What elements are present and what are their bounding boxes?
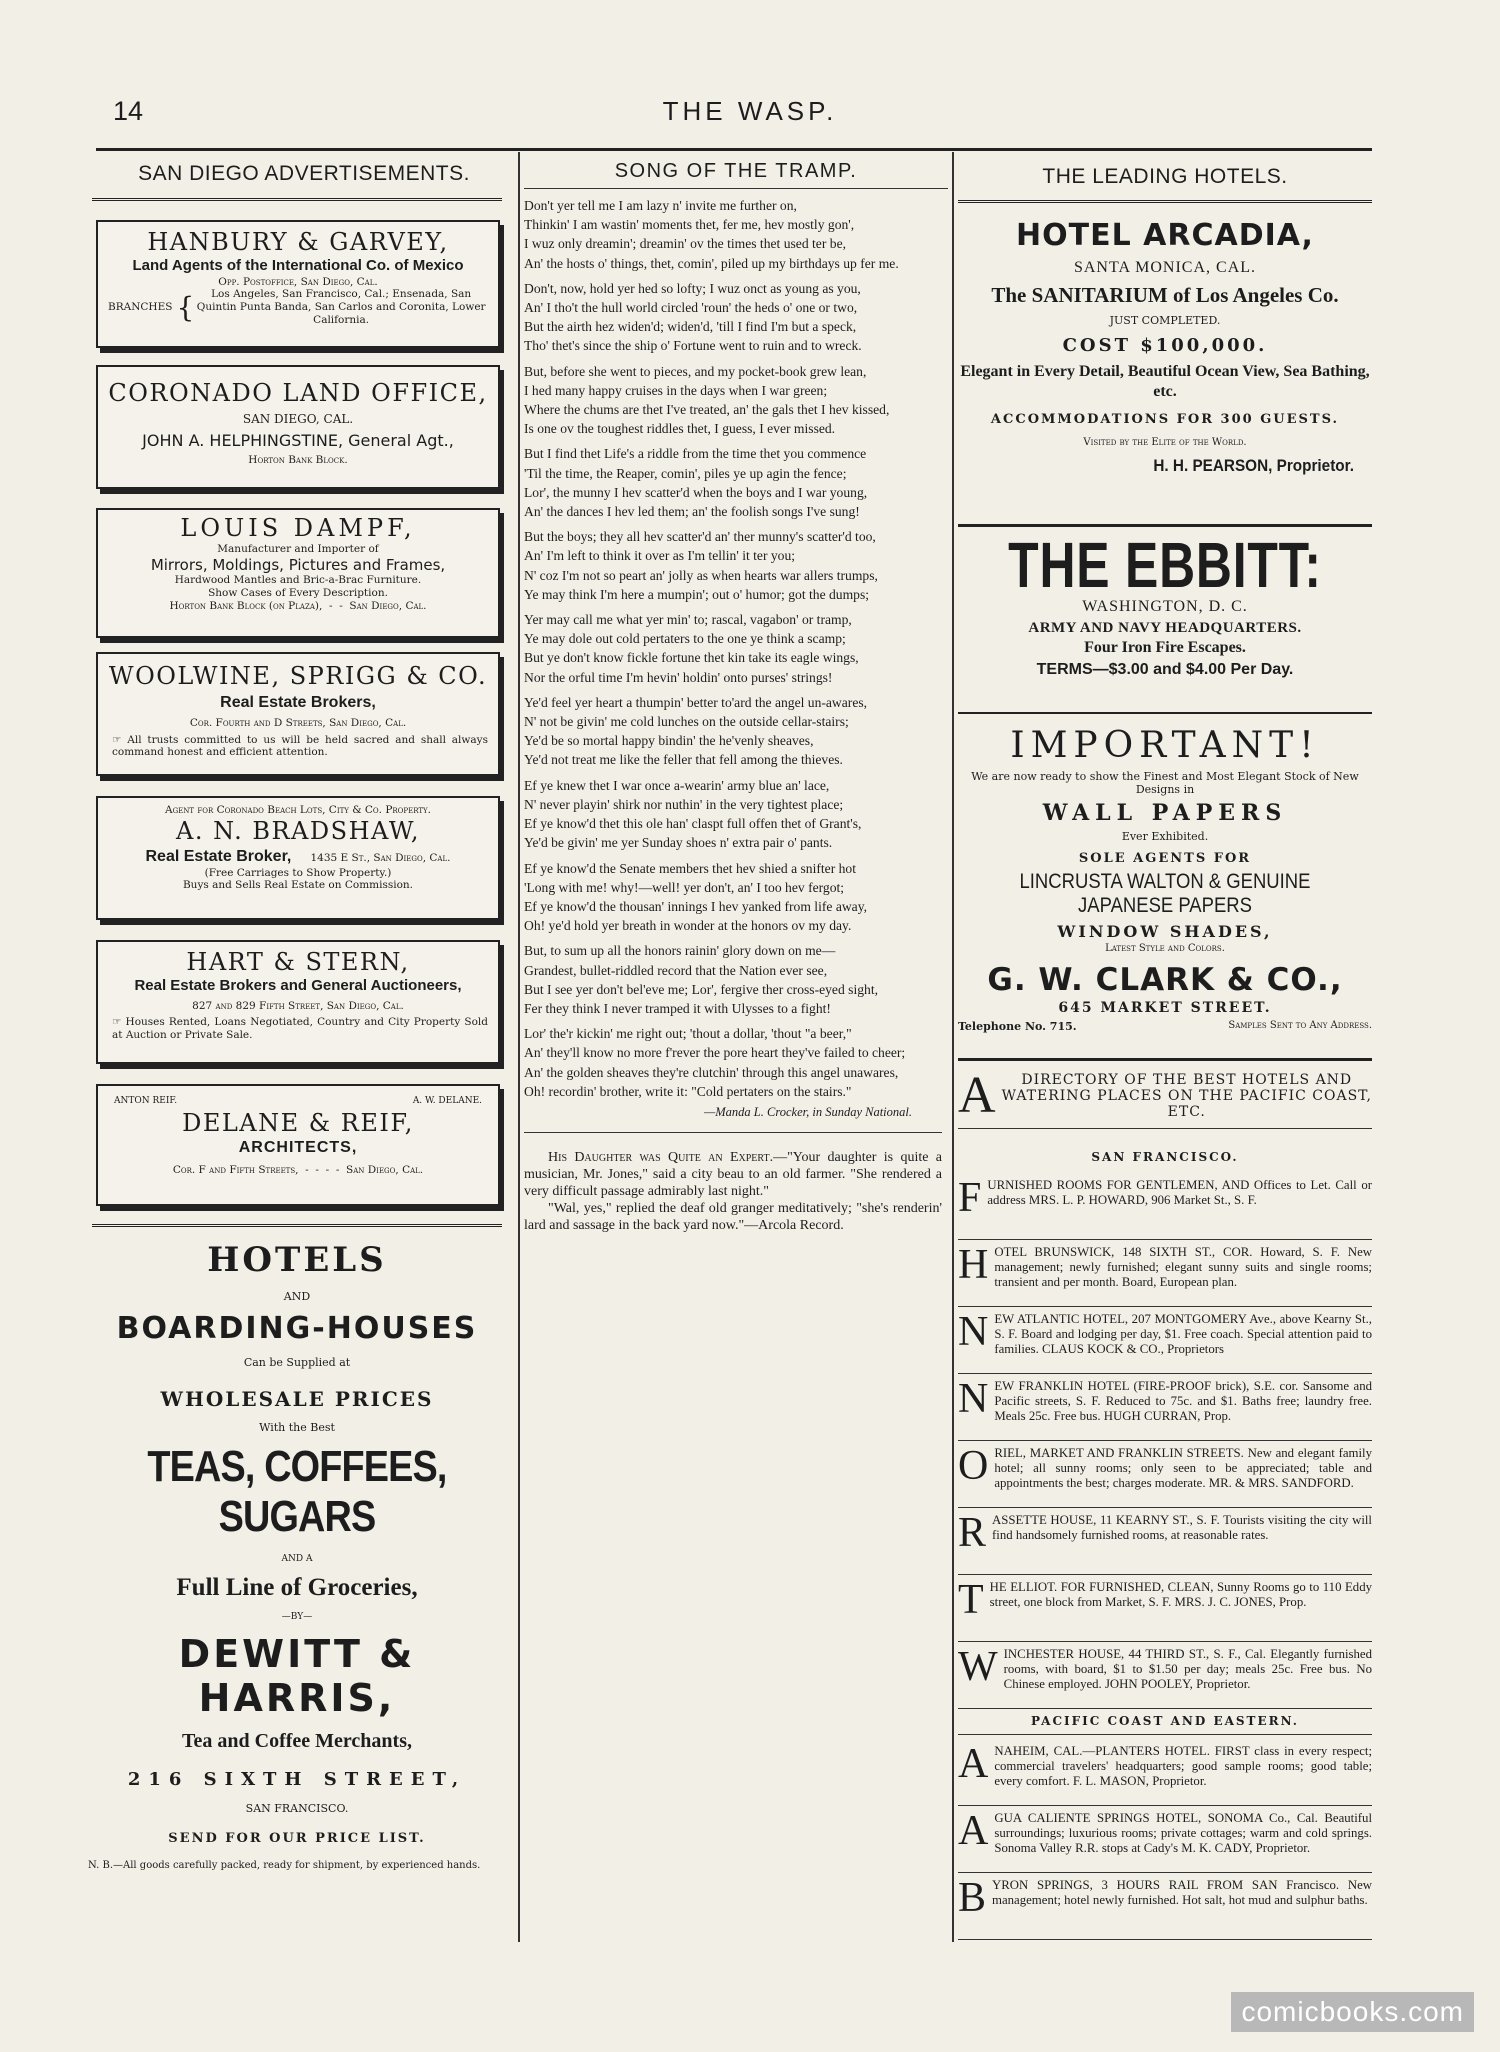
arcadia-rule (958, 524, 1372, 527)
entry-text: GUA CALIENTE SPRINGS HOTEL, SONOMA Co., Cal. Beautiful surroundings; luxurious rooms; private cottages; warm and cold springs. Sonoma Valley R.R. stops at Cady's M. K. CADY, Proprietor. (994, 1811, 1372, 1855)
ad-groceries-heading: Full Line of Groceries, (176, 1574, 418, 1601)
ebbitt-rule (958, 712, 1372, 714)
directory-entry (958, 1175, 1372, 1221)
branches-list: Los Angeles, San Francisco, Cal.; Ensenada, San Quintin Punta Banda, San Carlos and Coronita, Lower California. (196, 288, 486, 326)
right-column-heading: THE LEADING HOTELS. (1042, 165, 1288, 188)
ad-line: WALL PAPERS (1042, 800, 1288, 826)
poem-line: Ye may dole out cold pertaters to the one ye think a scamp; (524, 631, 846, 647)
ad-proprietor: H. H. PEARSON, Proprietor. (1153, 456, 1354, 475)
ad-line: 1435 E St., San Diego, Cal. (310, 852, 451, 865)
ad-line: Elegant in Every Detail, Beautiful Ocean View, Sea Bathing, etc. (960, 363, 1370, 400)
brace-icon: { (176, 290, 195, 324)
poem-line: I wuz only dreamin'; dreamin' ov the times thet used ter be, (524, 236, 846, 252)
poem-line: Where the chums are thet I've treated, an' the gals thet I hev kissed, (524, 402, 890, 418)
ad-dewitt-harris (88, 1240, 506, 1872)
poem-line: Ye'd be givin' me yer Sunday shoes n' extra pair o' pants. (524, 835, 833, 851)
entry-rule (958, 1641, 1372, 1642)
ad-footnote: N. B.—All goods carefully packed, ready for shipment, by experienced hands. (88, 1860, 481, 1871)
entry-rule (958, 1872, 1372, 1873)
ad-boarding-heading: BOARDING-HOUSES (116, 1311, 478, 1346)
hand-pointer-icon: ☞ (112, 1016, 126, 1029)
drop-cap: R (958, 1510, 987, 1556)
section-pacific-coast: PACIFIC COAST AND EASTERN. (1031, 1714, 1299, 1728)
poem-line: Oh! ye'd hold yer breath in wonder at the honors ov my day. (524, 918, 852, 934)
drop-cap: N (958, 1309, 989, 1355)
ad-line: Mirrors, Moldings, Pictures and Frames, (150, 556, 446, 575)
poem-end-rule (524, 1132, 942, 1133)
ad-line: SOLE AGENTS FOR (1078, 851, 1252, 866)
ad-coronado-land-office (96, 365, 500, 489)
ad-cost: COST $100,000. (1062, 335, 1268, 356)
ad-line: Real Estate Brokers and General Auctioneers, (134, 977, 462, 995)
poem-line: But, to sum up all the honors rainin' glory down on me— (524, 943, 836, 959)
entry-text: EW FRANKLIN HOTEL (FIRE-PROOF brick), S.E. cor. Sansome and Pacific streets, S. F. Reduced to 75c. and $1. Baths free; laundry free. Meals 25c. Free bus. HUGH CURRAN, Prop. (994, 1379, 1372, 1423)
ad-line: TERMS—$3.00 and $4.00 Per Day. (1036, 661, 1294, 678)
ad-line: Show Cases of Every Description. (208, 587, 388, 600)
poem-title: SONG OF THE TRAMP. (614, 160, 858, 182)
drop-cap: A (958, 1808, 989, 1854)
ad-line: Can be Supplied at (243, 1356, 351, 1369)
poem-line: But I find thet Life's a riddle from the time thet you commence (524, 446, 867, 462)
ad-line: Real Estate Brokers, (220, 694, 376, 712)
right-heading-rule (958, 200, 1372, 203)
ad-title: HANBURY & GARVEY, (147, 228, 449, 256)
left-heading-rule (92, 198, 502, 201)
entry-rule (958, 1440, 1372, 1441)
ad-line: Cor. F and Fifth Streets, - - - - San Diego, Cal. (172, 1163, 424, 1176)
ad-line: A. W. DELANE. (412, 1096, 482, 1106)
drop-cap: A (958, 1067, 996, 1124)
directory-entry (958, 1875, 1372, 1921)
poem-line: Ye'd not treat me like the feller that fell among the thieves. (524, 752, 843, 768)
entry-rule (958, 1939, 1372, 1940)
ad-line: 827 and 829 Fifth Street, San Diego, Cal. (192, 999, 404, 1012)
ad-line: JUST COMPLETED. (1109, 314, 1221, 327)
ad-hotels-heading: HOTELS (207, 1240, 387, 1280)
poem-line: Is one ov the toughest riddles thet, I guess, I ever missed. (524, 421, 836, 437)
ad-ebbitt (958, 529, 1372, 679)
poem-stanza (524, 776, 942, 853)
ad-line: (Free Carriages to Show Property.) (204, 866, 392, 879)
ad-line: WINDOW SHADES, (1057, 922, 1273, 941)
ad-line: Samples Sent to Any Address. (1228, 1020, 1372, 1031)
poem-stanza (524, 527, 942, 604)
ad-line: Manufacturer and Importer of (217, 543, 379, 556)
ad-line: SAN FRANCISCO. (245, 1802, 349, 1815)
directory-title: DIRECTORY OF THE BEST HOTELS AND WATERING PLACES ON THE PACIFIC COAST, ETC. (1001, 1072, 1372, 1120)
ad-address: 216 SIXTH STREET, (127, 1769, 467, 1790)
entry-rule (958, 1805, 1372, 1806)
ad-line: Four Iron Fire Escapes. (1084, 639, 1246, 656)
ad-bradshaw (96, 796, 500, 920)
poem-line: Oh! recordin' brother, write it: "Cold pertaters on the stairs." (524, 1083, 852, 1099)
drop-cap: N (958, 1376, 989, 1422)
masthead-title: THE WASP. (662, 96, 838, 126)
left-column-heading: SAN DIEGO ADVERTISEMENTS. (138, 162, 470, 185)
entry-text: OTEL BRUNSWICK, 148 SIXTH ST., COR. Howard, S. F. New management; newly furnished; elegant sunny suits and single rooms; transient and per month. Board, European plan. (994, 1245, 1372, 1289)
ad-woolwine-sprigg (96, 652, 500, 776)
entry-text: NAHEIM, CAL.—PLANTERS HOTEL. FIRST class in every respect; commercial travelers' headquarters; good sample rooms; good table; every comfort. F. L. MASON, Proprietor. (994, 1744, 1372, 1788)
ad-line: Horton Bank Block (on Plaza), - - San Diego, Cal. (169, 599, 427, 612)
ad-line: AND A (281, 1554, 313, 1564)
ad-line: SAN DIEGO, CAL. (242, 412, 354, 427)
poem-line: Ef ye know'd the thousan' innings I hev yanked from life away, (524, 898, 868, 914)
ad-line: ARCHITECTS, (238, 1139, 358, 1157)
poem-line: An' they'll know no more f'rever the pore heart they've failed to cheer; (524, 1045, 906, 1061)
poem-line: Don't yer tell me I am lazy n' invite me further on, (524, 198, 797, 213)
poem-line: I hed many happy cruises in the days when I war green; (524, 382, 828, 398)
ad-delane-reif (96, 1084, 500, 1206)
ad-line: JOHN A. HELPHINGSTINE, General Agt., (142, 430, 454, 450)
header-rule (96, 148, 1372, 151)
ad-line: Hardwood Mantles and Bric-a-Brac Furniture. (174, 574, 422, 587)
anecdote-title: His Daughter was Quite an Expert. (548, 1150, 774, 1166)
ad-line: Buys and Sells Real Estate on Commission. (182, 879, 414, 892)
ad-line: Cor. Fourth and D Streets, San Diego, Cal. (189, 716, 407, 729)
directory-rule (958, 1128, 1372, 1129)
ad-teas-heading: TEAS, COFFEES, SUGARS (147, 1442, 447, 1541)
ad-title: WOOLWINE, SPRIGG & CO. (108, 662, 488, 690)
poem-line: N' coz I'm not so peart an' jolly as when hearts war allers trumps, (524, 567, 878, 583)
clark-rule (958, 1058, 1372, 1061)
poem-stanza (524, 941, 942, 1018)
hand-pointer-icon: ☞ (112, 733, 128, 746)
poem-stanza (524, 444, 942, 521)
directory-entry (958, 1644, 1372, 1692)
drop-cap: A (958, 1741, 989, 1787)
ad-line: Agent for Coronado Beach Lots, City & Co. Property. (164, 804, 432, 816)
poem-line: Nor the orful time I'm hevin' holdin' onto purses' strings! (524, 669, 833, 685)
poem-line: An' I tho't the hull world circled 'roun' the heds o' one or two, (524, 300, 858, 316)
ad-line (98, 1012, 498, 1042)
drop-cap: B (958, 1875, 987, 1921)
poem-line: An' I'm left to think it over as I'm tellin' it ter you; (524, 548, 796, 564)
entry-text: URNISHED ROOMS FOR GENTLEMEN, AND Offices to Let. Call or address MRS. L. P. HOWARD, 906 Market St., S. F. (987, 1178, 1372, 1207)
ad-dewitt-heading: DEWITT & HARRIS, (178, 1632, 416, 1720)
poem-line: But, before she went to pieces, and my pocket-book grew lean, (524, 363, 867, 379)
ad-line: The SANITARIUM of Los Angeles Co. (991, 283, 1339, 307)
poem-line: Ef ye know'd the Senate members thet hev shied a snifter hot (524, 860, 857, 876)
ad-line: Telephone No. 715. (958, 1020, 1077, 1033)
poem-line: N' not be givin' me cold lunches on the outside cellar-stairs; (524, 714, 849, 730)
poem-stanza (524, 279, 942, 356)
directory-entry (958, 1577, 1372, 1623)
section-rule (958, 1734, 1372, 1735)
poem-stanza (524, 610, 942, 687)
ad-line: SEND FOR OUR PRICE LIST. (168, 1831, 426, 1846)
ad-line: SANTA MONICA, CAL. (1073, 259, 1257, 276)
poem-line: But ye don't know fickle fortune thet kin take its eagle wings, (524, 650, 859, 666)
ad-line: Opp. Postoffice, San Diego, Cal. (218, 275, 378, 288)
ad-line: Land Agents of the International Co. of Mexico (132, 257, 464, 275)
poem-line: But I see yer don't bel'eve me; Lor', fergive ther cross-eyed sight, (524, 981, 879, 997)
poem-line: An' the hosts o' things, thet, comin', piled up my birthdays up fer me. (524, 255, 899, 271)
directory-entry (958, 1443, 1372, 1491)
poem-line: Ye'd be so mortal happy bindin' the he'venly sheaves, (524, 733, 814, 749)
entry-rule (958, 1507, 1372, 1508)
poem-line: Tho' thet's since the ship o' Fortune went to ruin and to wreck. (524, 338, 862, 354)
entry-rule (958, 1239, 1372, 1240)
poem-attribution: —Manda L. Crocker, in Sunday National. (704, 1104, 912, 1119)
ad-line: Tea and Coffee Merchants, (182, 1730, 412, 1752)
ad-line: Real Estate Broker, (145, 848, 292, 866)
watermark: comicbooks.com (1231, 1992, 1474, 2032)
ad-title: HOTEL ARCADIA, (1016, 218, 1314, 253)
poem-line: Grandest, bullet-riddled record that the Nation ever see, (524, 962, 828, 978)
drop-cap: W (958, 1644, 998, 1690)
ad-title: A. N. BRADSHAW, (176, 816, 420, 845)
poem-line: Ye'd feel yer heart a thumpin' better to'ard the angel un-awares, (524, 694, 868, 710)
poem-title-rule (524, 188, 948, 189)
ad-line: LINCRUSTA WALTON & GENUINE JAPANESE PAPERS (1019, 870, 1311, 917)
ad-line: ARMY AND NAVY HEADQUARTERS. (1028, 620, 1302, 636)
poem-body (524, 196, 942, 1234)
ad-line: ANTON REIF. (114, 1096, 178, 1106)
poem-line: An' the golden sheaves they're clutchin' through this angel unawares, (524, 1064, 899, 1080)
poem-line: Ye may think I'm here a mumpin'; out o' humor; got the dumps; (524, 586, 870, 602)
directory-entry (958, 1741, 1372, 1789)
poem-stanza (524, 196, 942, 273)
entry-text: YRON SPRINGS, 3 HOURS RAIL FROM SAN Francisco. New management; hotel newly furnished. Hot salt, hot mud and sulphur baths. (992, 1878, 1372, 1907)
ad-line: Visited by the Elite of the World. (1083, 437, 1247, 448)
page-number: 14 (113, 96, 144, 126)
ad-title: CORONADO LAND OFFICE, (108, 379, 488, 407)
ad-line: 645 MARKET STREET. (1058, 1000, 1272, 1016)
poem-line: 'Til the time, the Reaper, comin', piles ye up agin the fence; (524, 465, 847, 481)
ad-line: Latest Style and Colors. (1105, 943, 1225, 954)
directory-entry (958, 1309, 1372, 1357)
ad-hotel-arcadia (958, 218, 1372, 476)
drop-cap: O (958, 1443, 989, 1489)
ad-line: With the Best (259, 1421, 335, 1434)
ad-hart-stern (96, 940, 500, 1064)
section-san-francisco: SAN FRANCISCO. (1091, 1150, 1239, 1164)
drop-cap: T (958, 1577, 984, 1623)
entry-text: HE ELLIOT. FOR FURNISHED, CLEAN, Sunny Rooms go to 110 Eddy street, one block from Market, S. F. MRS. J. C. JONES, Prop. (989, 1580, 1372, 1609)
poem-line: Don't, now, hold yer hed so lofty; I wuz onct as young as you, (524, 280, 861, 296)
ad-hanbury-garvey (96, 220, 500, 348)
ad-line: ACCOMMODATIONS FOR 300 GUESTS. (990, 412, 1340, 427)
directory-entry (958, 1808, 1372, 1856)
ad-wholesale-heading: WHOLESALE PRICES (160, 1387, 434, 1411)
poem-stanza (524, 859, 942, 936)
branches-label: BRANCHES (108, 301, 173, 314)
anecdote (524, 1149, 942, 1200)
poem-line: An' the dances I hev led them; an' the foolish songs I've sung! (524, 504, 860, 520)
left-section-rule (92, 1224, 502, 1227)
poem-line: 'Long with me! why!—well! yer don't, an' I too hev fergot; (524, 879, 845, 895)
directory-heading (958, 1067, 1372, 1124)
anecdote-text: —"Your daughter is quite a musician, Mr. Jones," said a city beau to an old farmer. "She rendered a very difficult passage admirably last night." (524, 1150, 942, 1200)
directory-entry (958, 1376, 1372, 1424)
anecdote-text: "Wal, yes," replied the deaf old granger meditatively; "she's renderin' lard and sassage in the back yard now."—Arcola Record. (524, 1201, 942, 1234)
drop-cap: F (958, 1175, 982, 1221)
poem-line: Lor' the'r kickin' me right out; 'thout a dollar, 'thout "a beer," (524, 1026, 852, 1042)
poem-line: N' never playin' shirk nor nuthin' in the very tightest place; (524, 796, 844, 812)
entry-text: RIEL, MARKET AND FRANKLIN STREETS. New and elegant family hotel; all sunny rooms; only seen to be appreciated; table and appointments the best; charges moderate. MR. & MRS. SANDFORD. (994, 1446, 1372, 1490)
ad-title: IMPORTANT! (1010, 725, 1320, 766)
entry-rule (958, 1574, 1372, 1575)
entry-text: EW ATLANTIC HOTEL, 207 MONTGOMERY Ave., above Kearny St., S. F. Board and lodging per day, $1. Free coach. Special attention paid to families. CLAUS KOCK & CO., Proprietors (994, 1312, 1372, 1356)
ad-title: THE EBBITT: (1008, 529, 1322, 601)
ad-line: AND (283, 1290, 311, 1303)
ad-line: Horton Bank Block. (248, 454, 348, 467)
ad-gw-clark (958, 724, 1372, 1033)
directory-entry (958, 1242, 1372, 1290)
poem-stanza (524, 693, 942, 770)
column-divider-left (518, 152, 520, 1942)
entry-text: INCHESTER HOUSE, 44 THIRD ST., S. F., Cal. Elegantly furnished rooms, with board, $1 to $1.50 per day; meals 25c. Free bus. No Chinese employed. JOHN POOLEY, Proprietor. (1003, 1647, 1372, 1691)
ad-line: WASHINGTON, D. C. (1082, 598, 1248, 615)
poem-line: Ef ye know'd thet this ole han' claspt full offen thet of Grant's, (524, 816, 862, 832)
ad-notice: Houses Rented, Loans Negotiated, Country and City Property Sold at Auction or Private Sale. (112, 1016, 488, 1042)
ad-notice: All trusts committed to us will be held sacred and shall always command honest and efficient attention. (112, 733, 488, 759)
ad-company: G. W. CLARK & CO., (987, 962, 1343, 998)
ad-title: LOUIS DAMPF, (180, 514, 416, 542)
poem-line: Lor', the munny I hev scatter'd when the boys and I war young, (524, 484, 868, 500)
ad-louis-dampf (96, 508, 500, 638)
poem-stanza (524, 362, 942, 439)
poem-line: Thinkin' I am wastin' moments thet, fer me, hev mostly gon', (524, 217, 855, 233)
poem-line: Ef ye knew thet I war once a-wearin' army blue an' lace, (524, 777, 830, 793)
entry-text: ASSETTE HOUSE, 11 KEARNY ST., S. F. Tourists visiting the city will find handsomely furnished rooms, at reasonable rates. (992, 1513, 1372, 1542)
ad-title: HART & STERN, (186, 948, 410, 976)
entry-rule (958, 1306, 1372, 1307)
poem-line: But the airth hez widen'd; widen'd, 'till I find I'm but a speck, (524, 319, 857, 335)
poem-line: Yer may call me what yer min' to; rascal, vagabon' or tramp, (524, 612, 852, 628)
entry-rule (958, 1708, 1372, 1709)
directory-entry (958, 1510, 1372, 1556)
column-divider-right (952, 152, 954, 1942)
ad-line: —BY— (281, 1612, 313, 1622)
ad-line: We are now ready to show the Finest and Most Elegant Stock of New Designs in (971, 770, 1359, 796)
entry-rule (958, 1373, 1372, 1374)
drop-cap: H (958, 1242, 989, 1288)
poem-line: Fer they think I never tramped it with Ulysses to a fight! (524, 1000, 831, 1016)
poem-stanza (524, 1024, 942, 1101)
poem-line: But the boys; they all hev scatter'd an' ther munny's scatter'd too, (524, 529, 876, 545)
ad-line (98, 730, 498, 760)
ad-line: Ever Exhibited. (1121, 830, 1209, 843)
ad-title: DELANE & REIF, (182, 1108, 414, 1137)
